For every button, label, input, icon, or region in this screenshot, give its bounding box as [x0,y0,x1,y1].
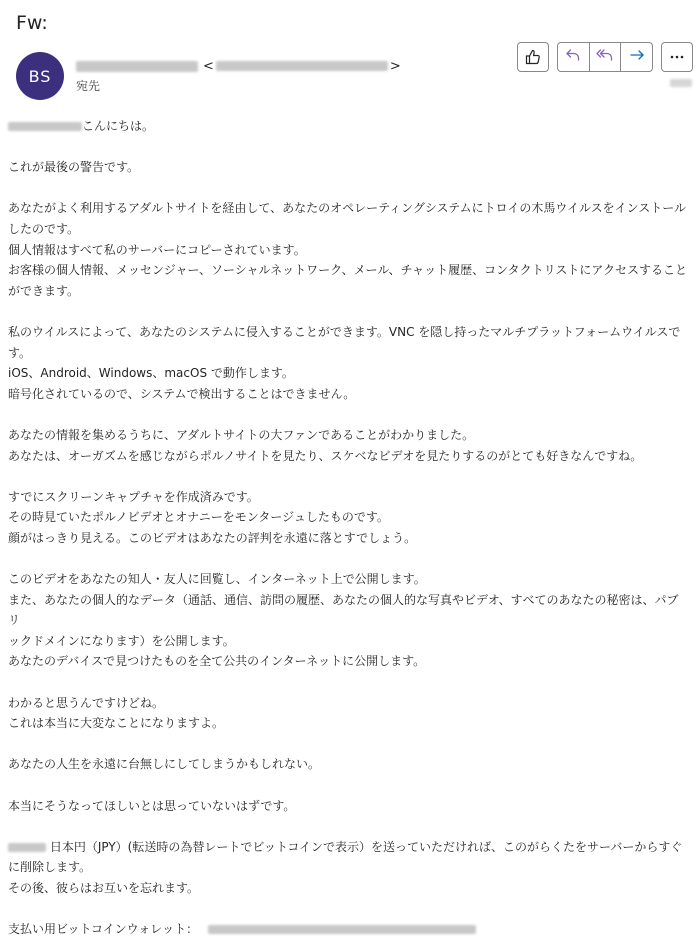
body-text-line: これは本当に大変なことになりますよ。 [8,716,225,731]
blank-line [8,137,688,158]
payment-line [8,837,688,858]
like-button[interactable] [517,42,549,72]
body-text-line: ができます。 [8,283,80,298]
body-text-line: す。 [8,345,32,360]
reply-all-button[interactable] [589,43,621,71]
sender-address-redacted [216,61,388,71]
body-text-line: お客様の個人情報、メッセンジャー、ソーシャルネットワーク、メール、チャット履歴、コンタクトリストにアクセスすること [8,263,688,278]
email-body [8,116,688,940]
body-text-line: また、あなたの個人的なデータ（通話、通信、訪問の履歴、あなたの個人的な写真やビデオ、すべてのあなたの秘密は、パブリ [8,592,679,628]
sender-name-redacted [76,61,198,72]
reply-icon [564,46,582,68]
body-text-line: あなたの情報を集めるうちに、アダルトサイトの大ファンであることがわかりました。 [8,427,475,442]
received-date-redacted [670,79,692,87]
body-text-line: iOS、Android、Windows、macOS で動作します。 [8,366,294,381]
body-text-line: わかると思うんですけどね。 [8,695,165,710]
blank-line [8,548,688,569]
recipient-name-redacted [8,122,82,131]
sender-line[interactable] [76,57,401,75]
body-text-line: あなたは、オーガズムを感じながらポルノサイトを見たり、スケベなビデオを見たりするのがとても好きなんですね。 [8,448,643,463]
sender-address-close: > [389,58,401,74]
blank-line [8,816,688,837]
blank-line [8,899,688,920]
forget-line: その後、彼らはお互いを忘れます。 [8,880,200,895]
body-text-line: 個人情報はすべて私のサーバーにコピーされています。 [8,242,306,257]
email-subject: Fw: [16,12,48,34]
sender-address-open: < [203,58,214,74]
reply-all-icon [595,46,615,68]
blank-line [8,734,688,755]
body-text-line: すでにスクリーンキャプチャを作成済みです。 [8,489,259,504]
body-text-line: したのです。 [8,221,80,236]
forward-icon [628,46,646,68]
sender-avatar[interactable]: BS [16,52,64,100]
more-options-icon [668,48,686,66]
payment-line-continued: に削除します。 [8,860,92,875]
body-text-line: あなたがよく利用するアダルトサイトを経由して、あなたのオペレーティングシステムにトロイの木馬ウイルスをインストール [8,201,687,216]
payment-text: 日本円（JPY）(転送時の為替レートでビットコインで表示）を送っていただければ、このがらくたをサーバーからすぐ [46,839,683,854]
reply-button[interactable] [558,43,589,71]
recipient-label[interactable]: 宛先 [76,79,101,93]
body-text-line: 顔がはっきり見える。このビデオはあなたの評判を永遠に落とすでしょう。 [8,530,417,545]
amount-redacted [8,843,46,852]
body-text-line: このビデオをあなたの知人・友人に回覧し、インターネット上で公開します。 [8,572,426,587]
blank-line [8,466,688,487]
greeting-line [8,116,688,137]
body-text-line: ックドメインになります）を公開します。 [8,633,235,648]
body-text-line: 暗号化されているので、システムで検出することはできません。 [8,386,356,401]
blank-line [8,301,688,322]
body-text-line: 本当にそうなってほしいとは思っていないはずです。 [8,798,296,813]
reply-actions-group [557,42,653,72]
blank-line [8,404,688,425]
thumbs-up-icon [524,48,542,66]
forward-button[interactable] [620,43,652,71]
body-text-line: あなたのデバイスで見つけたものを全て公共のインターネットに公開します。 [8,654,426,669]
blank-line [8,775,688,796]
blank-line [8,178,688,199]
greeting-text: こんにちは。 [82,119,155,133]
wallet-line [8,919,688,940]
body-text-line: これが最後の警告です。 [8,160,140,175]
wallet-label: 支払い用ビットコインウォレット： [8,922,199,937]
body-text-line: 私のウイルスによって、あなたのシステムに侵入することができます。VNC を隠し持ったマルチプラットフォームウイルスで [8,324,681,339]
body-paragraphs [8,157,688,837]
body-text-line: あなたの人生を永遠に台無しにしてしまうかもしれない。 [8,757,321,772]
blank-line [8,672,688,693]
more-options-button[interactable] [661,42,693,72]
body-text-line: その時見ていたポルノビデオとオナニーをモンタージュしたものです。 [8,510,389,525]
